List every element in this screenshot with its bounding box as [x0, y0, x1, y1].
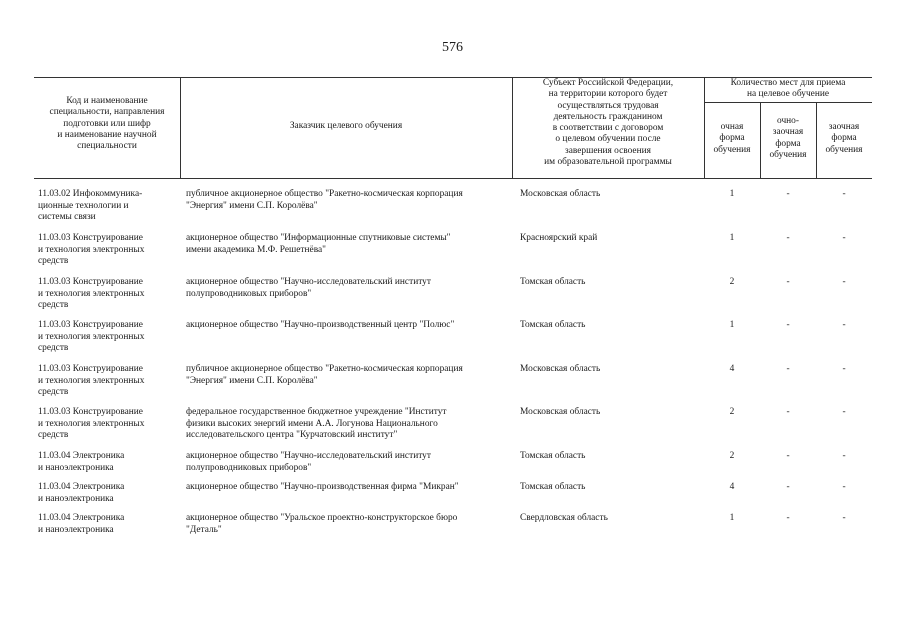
row-code: 11.03.04 Электроника и наноэлектроника	[38, 451, 125, 473]
row-mixed: -	[786, 407, 790, 417]
row-customer: акционерное общество "Научно-производственная фирма "Микран"	[186, 482, 459, 492]
row-fulltime: 4	[729, 482, 735, 492]
row-customer: акционерное общество "Научно-исследовательский институт полупроводниковых приборов"	[186, 277, 431, 299]
row-region: Томская область	[520, 320, 586, 330]
row-code: 11.03.03 Конструирование и технология электронных средств	[38, 364, 145, 398]
row-customer: федеральное государственное бюджетное учреждение "Институт физики высоких энергий имени А.А. Логунова Национального исследовательского центра "Курчатовский институт"	[186, 407, 447, 441]
row-mixed: -	[786, 513, 790, 523]
header-code: Код и наименование специальности, направления подготовки или шифр и наименование научной специальности	[49, 96, 165, 152]
table-header-bottom-border	[34, 178, 872, 179]
row-region: Томская область	[520, 482, 586, 492]
header-places: Количество мест для приема на целевое обучение	[730, 78, 846, 100]
row-mixed: -	[786, 364, 790, 374]
row-mixed: -	[786, 277, 790, 287]
row-distance: -	[842, 277, 846, 287]
header-distance: заочная форма обучения	[825, 122, 863, 155]
row-fulltime: 1	[729, 189, 735, 199]
header-fulltime: очная форма обучения	[713, 122, 751, 155]
row-fulltime: 1	[729, 320, 735, 330]
row-distance: -	[842, 189, 846, 199]
row-distance: -	[842, 320, 846, 330]
row-fulltime: 2	[729, 451, 735, 461]
row-region: Свердловская область	[520, 513, 608, 523]
row-code: 11.03.03 Конструирование и технология электронных средств	[38, 320, 145, 354]
row-distance: -	[842, 482, 846, 492]
row-code: 11.03.02 Инфокоммуника- ционные технологии и системы связи	[38, 189, 143, 223]
row-customer: акционерное общество "Уральское проектно-конструкторское бюро "Деталь"	[186, 513, 458, 535]
row-code: 11.03.03 Конструирование и технология электронных средств	[38, 407, 145, 441]
header-mixed: очно- заочная форма обучения	[769, 116, 807, 160]
row-region: Московская область	[520, 364, 601, 374]
row-distance: -	[842, 513, 846, 523]
row-customer: акционерное общество "Научно-производственный центр "Полюс"	[186, 320, 455, 330]
page-number: 576	[442, 40, 463, 55]
row-fulltime: 2	[729, 277, 735, 287]
row-mixed: -	[786, 320, 790, 330]
row-customer: акционерное общество "Научно-исследовательский институт полупроводниковых приборов"	[186, 451, 431, 473]
row-region: Томская область	[520, 451, 586, 461]
row-distance: -	[842, 364, 846, 374]
row-code: 11.03.04 Электроника и наноэлектроника	[38, 513, 125, 535]
row-distance: -	[842, 451, 846, 461]
row-fulltime: 2	[729, 407, 735, 417]
row-mixed: -	[786, 482, 790, 492]
row-fulltime: 1	[729, 513, 735, 523]
row-customer: акционерное общество "Информационные спутниковые системы" имени академика М.Ф. Решетнёва"	[186, 233, 451, 255]
row-mixed: -	[786, 189, 790, 199]
row-fulltime: 1	[729, 233, 735, 243]
row-code: 11.03.03 Конструирование и технология электронных средств	[38, 277, 145, 311]
header-region: Субъект Российской Федерации, на территории которого будет осуществляться трудовая деятельность гражданином в соответствии с договором о целевом обучении после завершения освоения им образовательной программы	[542, 78, 674, 168]
row-code: 11.03.03 Конструирование и технология электронных средств	[38, 233, 145, 267]
row-fulltime: 4	[729, 364, 735, 374]
row-region: Красноярский край	[520, 233, 598, 243]
row-region: Томская область	[520, 277, 586, 287]
places-subheader-divider	[704, 102, 872, 103]
row-distance: -	[842, 407, 846, 417]
row-mixed: -	[786, 233, 790, 243]
row-distance: -	[842, 233, 846, 243]
header-customer: Заказчик целевого обучения	[289, 121, 403, 131]
row-code: 11.03.04 Электроника и наноэлектроника	[38, 482, 125, 504]
row-mixed: -	[786, 451, 790, 461]
row-customer: публичное акционерное общество "Ракетно-космическая корпорация "Энергия" имени С.П. Королёва"	[186, 189, 463, 211]
row-region: Московская область	[520, 189, 601, 199]
row-customer: публичное акционерное общество "Ракетно-космическая корпорация "Энергия" имени С.П. Королёва"	[186, 364, 463, 386]
row-region: Московская область	[520, 407, 601, 417]
